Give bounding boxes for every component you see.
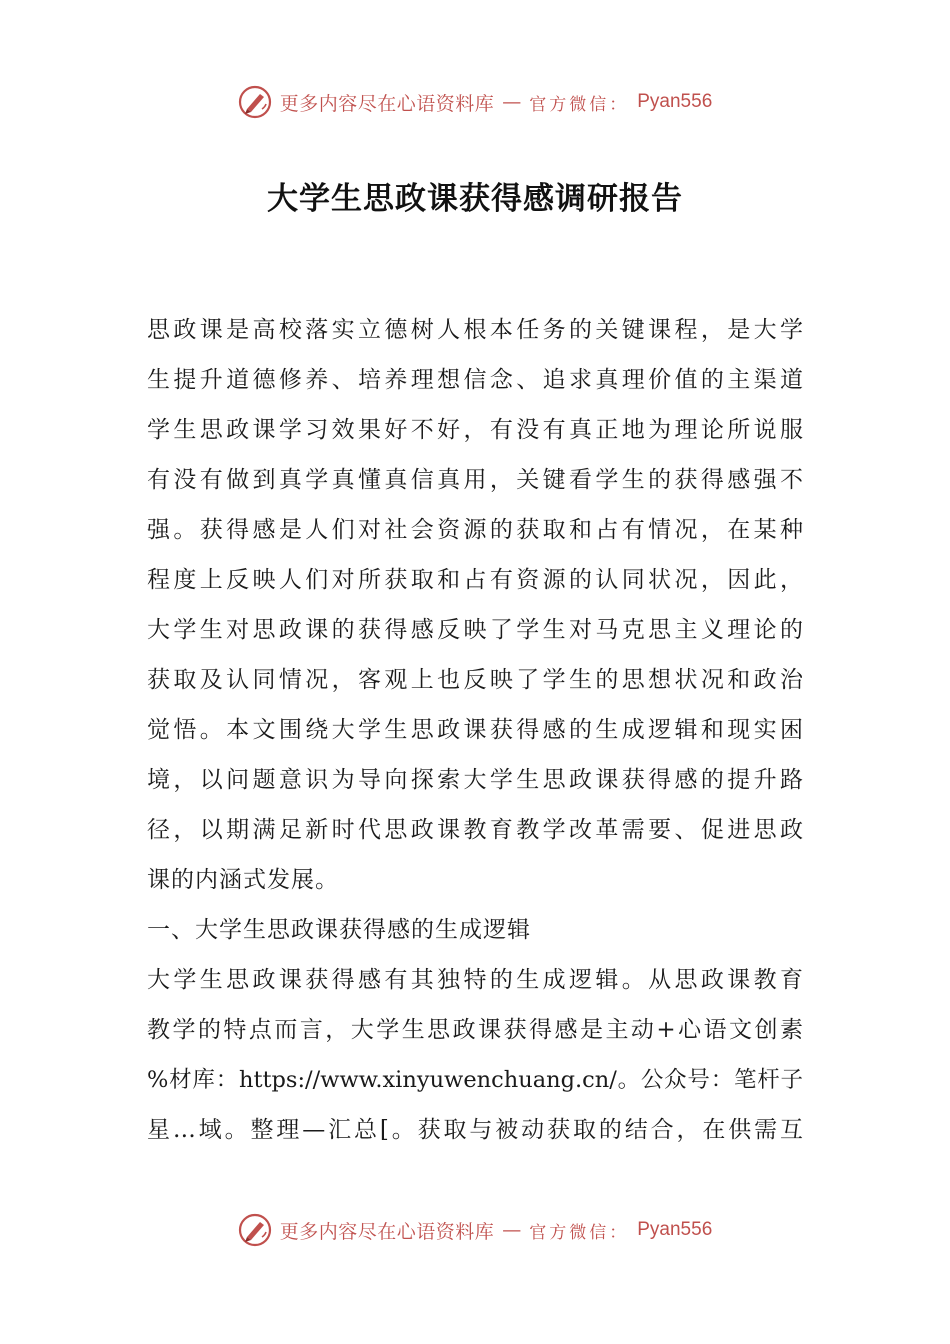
body-line: 星…域。整理—汇总[。获取与被动获取的结合，在供需互 xyxy=(147,1117,803,1143)
body-line: 有没有做到真学真懂真信真用，关键看学生的获得感强不 xyxy=(147,467,803,493)
document-body xyxy=(147,305,803,1155)
body-line: %材库：https://www.xinyuwenchuang.cn/。公众号：笔杆子 xyxy=(147,1067,803,1093)
body-line: 大学生思政课获得感有其独特的生成逻辑。从思政课教育 xyxy=(147,967,803,993)
banner-wechat-label: 官方微信： xyxy=(529,94,630,115)
banner-wechat-id: Pyan556 xyxy=(637,1219,713,1240)
body-line: 境，以问题意识为导向探索大学生思政课获得感的提升路 xyxy=(147,767,803,793)
body-line: 程度上反映人们对所获取和占有资源的认同状况，因此， xyxy=(147,567,803,593)
banner-text: 更多内容尽在心语资料库 xyxy=(279,92,495,115)
document-title: 大学生思政课获得感调研报告 xyxy=(267,181,683,217)
body-line: 课的内涵式发展。 xyxy=(147,867,339,893)
header-banner xyxy=(0,80,950,124)
footer-banner xyxy=(0,1208,950,1252)
banner-text: 更多内容尽在心语资料库 xyxy=(279,1220,495,1243)
banner-dash: — xyxy=(502,91,522,113)
body-line: 径，以期满足新时代思政课教育教学改革需要、促进思政 xyxy=(147,817,803,843)
body-line: 觉悟。本文围绕大学生思政课获得感的生成逻辑和现实困 xyxy=(147,717,803,743)
pen-logo-icon xyxy=(238,1213,272,1247)
body-line: 思政课是高校落实立德树人根本任务的关键课程，是大学 xyxy=(147,317,803,343)
body-line: 教学的特点而言，大学生思政课获得感是主动+心语文创素 xyxy=(147,1017,803,1043)
section-heading: 一、大学生思政课获得感的生成逻辑 xyxy=(147,917,531,943)
pen-logo-icon xyxy=(238,85,272,119)
banner-dash: — xyxy=(502,1219,522,1241)
banner-wechat-id: Pyan556 xyxy=(637,91,713,112)
body-line: 强。获得感是人们对社会资源的获取和占有情况，在某种 xyxy=(147,517,803,543)
banner-wechat-label: 官方微信： xyxy=(529,1222,630,1243)
body-line: 获取及认同情况，客观上也反映了学生的思想状况和政治 xyxy=(147,667,803,693)
body-line: 大学生对思政课的获得感反映了学生对马克思主义理论的 xyxy=(147,617,803,643)
body-line: 生提升道德修养、培养理想信念、追求真理价值的主渠道 xyxy=(147,367,803,393)
body-line: 学生思政课学习效果好不好，有没有真正地为理论所说服 xyxy=(147,417,803,443)
